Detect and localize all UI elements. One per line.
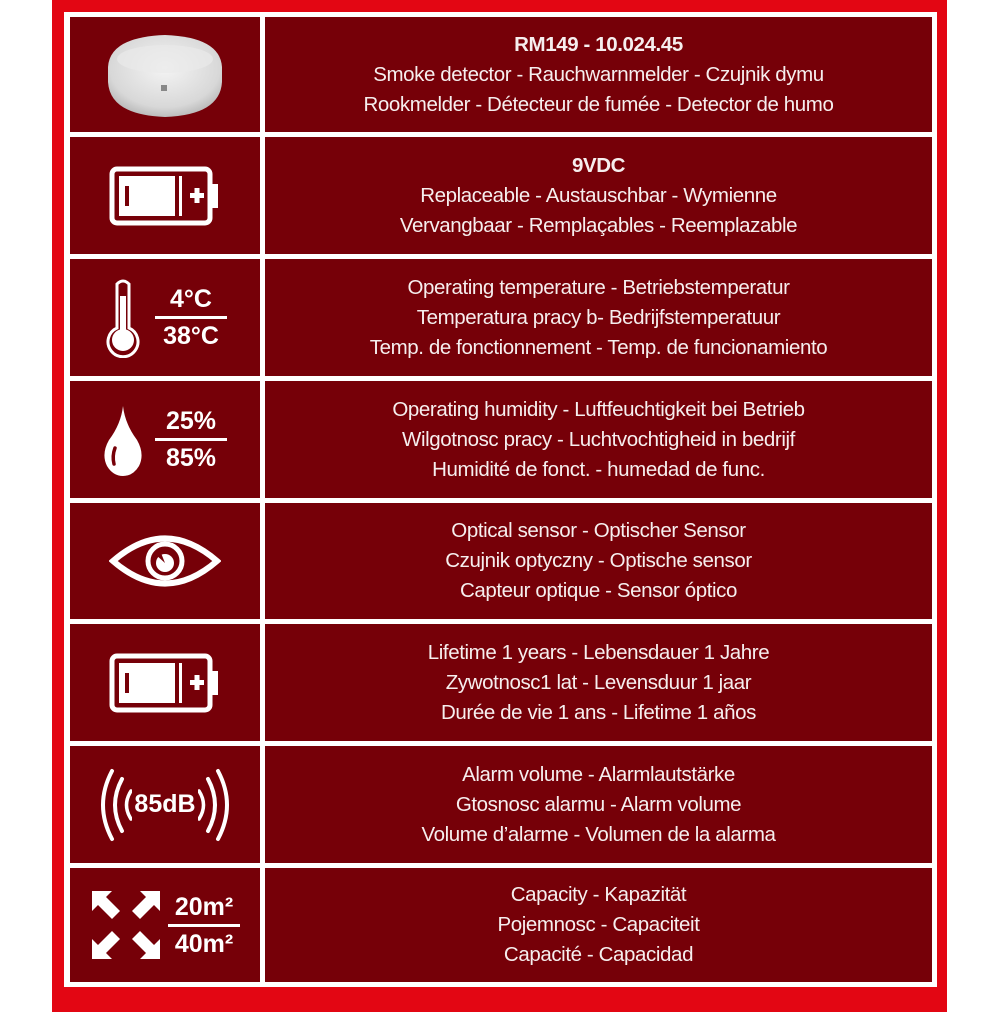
icon-cell (70, 868, 260, 982)
smoke-detector-image (90, 27, 240, 122)
description-line: Vervangbaar - Remplaçables - Reemplazable (399, 213, 798, 237)
description-line: Czujnik optyczny - Optische sensor (445, 549, 752, 572)
humidity-max: 85% (165, 444, 217, 472)
humidity-min: 25% (165, 407, 217, 435)
spec-row-volume (70, 746, 932, 863)
spec-row-capacity (70, 868, 932, 982)
description-line: Humidité de fonct. - humedad de func. (432, 457, 765, 481)
description-line: Capteur optique - Sensor óptico (459, 579, 738, 602)
description-line: Durée de vie 1 ans - Lifetime 1 años (441, 700, 756, 724)
icon-cell (70, 381, 260, 498)
icon-cell (70, 137, 260, 254)
description-line: Rookmelder - Détecteur de fumée - Detector de humo (363, 92, 834, 116)
spec-row-lifetime (70, 624, 932, 741)
text-cell (265, 381, 932, 498)
description-line: Gtosnosc alarmu - Alarm volume (455, 792, 742, 816)
spec-row-battery (70, 137, 932, 254)
fraction-bar (155, 438, 227, 441)
expand-arrows-icon (90, 889, 162, 961)
humidity-range (155, 407, 227, 472)
description-line: Operating humidity - Luftfeuchtigkeit bei Betrieb (392, 397, 805, 421)
water-drop-icon (103, 404, 143, 476)
text-cell (265, 17, 932, 132)
spec-table (64, 12, 937, 987)
spec-row-model (70, 17, 932, 132)
icon-cell (70, 503, 260, 619)
battery-icon (109, 166, 221, 226)
description-line: Capacity - Kapazität (510, 883, 687, 906)
icon-cell (70, 746, 260, 863)
temperature-range (155, 285, 227, 350)
description-line: Alarm volume - Alarmlautstärke (462, 762, 735, 786)
description-line: Wilgotnosc pracy - Luchtvochtigheid in bedrijf (402, 427, 795, 451)
description-line: Replaceable - Austauschbar - Wymienne (420, 183, 777, 207)
description-line: Lifetime 1 years - Lebensdauer 1 Jahre (427, 640, 770, 664)
icon-cell (70, 17, 260, 132)
eye-icon (109, 530, 221, 592)
spec-row-humidity (70, 381, 932, 498)
text-cell (265, 259, 932, 376)
description-line: Operating temperature - Betriebstemperatur (407, 275, 790, 299)
description-line: Pojemnosc - Capaciteit (497, 913, 700, 936)
icon-cell (70, 624, 260, 741)
description-line: Zywotnosc1 lat - Levensduur 1 jaar (445, 670, 752, 694)
spec-row-sensor (70, 503, 932, 619)
sound-waves-right-icon (198, 765, 232, 845)
voltage: 9VDC (571, 153, 626, 177)
text-cell (265, 137, 932, 254)
capacity-range (168, 893, 240, 958)
decibel-value: 85dB (134, 790, 196, 818)
fraction-bar (168, 924, 240, 927)
battery-icon (109, 653, 221, 713)
thermometer-icon (103, 278, 143, 358)
description-line: Optical sensor - Optischer Sensor (451, 519, 746, 542)
text-cell (265, 868, 932, 982)
description-line: Temperatura pracy b- Bedrijfstemperatuur (416, 305, 781, 329)
text-cell (265, 503, 932, 619)
sound-waves-left-icon (98, 765, 132, 845)
temperature-min: 4°C (170, 285, 212, 313)
capacity-max: 40m² (174, 929, 234, 958)
description-line: Smoke detector - Rauchwarnmelder - Czujnik dymu (373, 62, 824, 86)
description-line: Capacité - Capacidad (503, 943, 694, 966)
spec-row-temperature (70, 259, 932, 376)
icon-cell (70, 259, 260, 376)
model-number: RM149 - 10.024.45 (514, 32, 683, 56)
description-line: Temp. de fonctionnement - Temp. de funcionamiento (369, 335, 828, 359)
red-frame (52, 0, 947, 1012)
description-line: Volume d’alarme - Volumen de la alarma (421, 822, 776, 846)
capacity-min: 20m² (174, 892, 234, 921)
fraction-bar (155, 316, 227, 319)
temperature-max: 38°C (163, 322, 219, 350)
text-cell (265, 624, 932, 741)
text-cell (265, 746, 932, 863)
